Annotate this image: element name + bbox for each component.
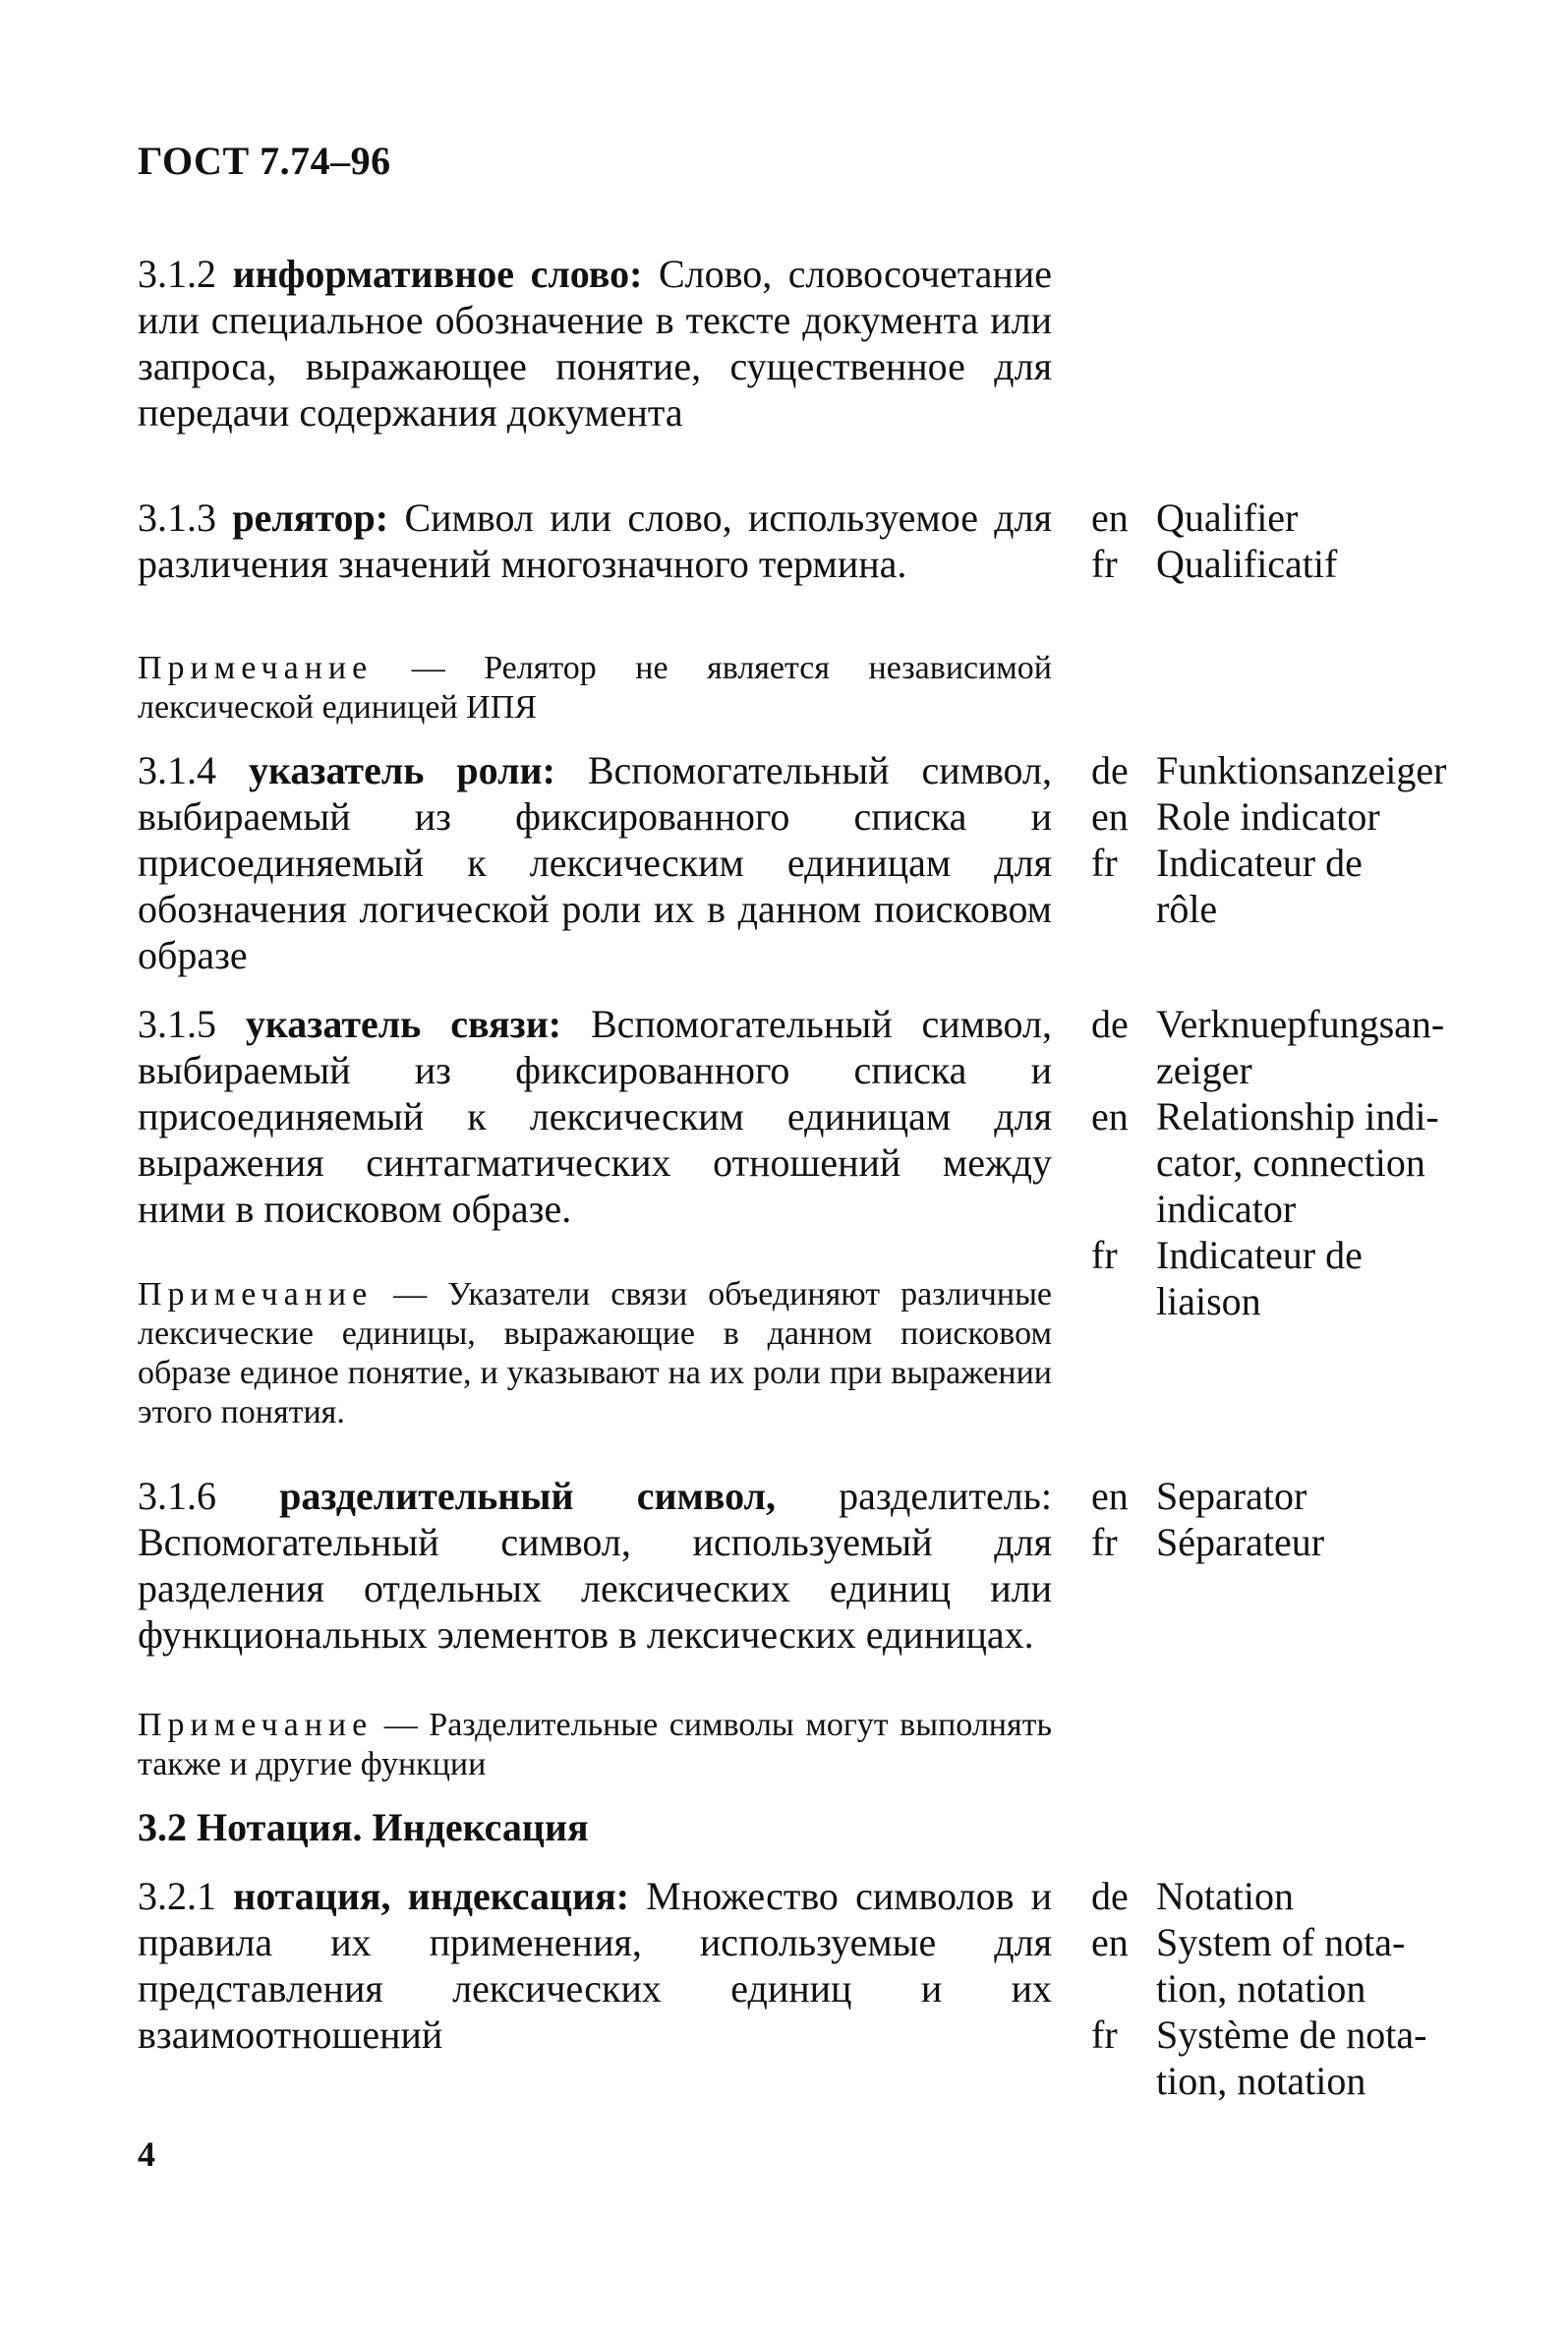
foreign-equivalents: [1091, 747, 1534, 932]
foreign-term: [1091, 1093, 1534, 1139]
entry-definition: Символ или слово, используемое для различения значений многозначного термина.: [138, 496, 1052, 586]
foreign-term: [1091, 1001, 1534, 1047]
foreign-term: [1091, 793, 1534, 840]
note-text: — Релятор не является независимой лексической единицей ИПЯ: [138, 650, 1053, 726]
entry-definition: Множество символов и правила их применения, используемые для представления лексических единиц и их взаимоотношений: [138, 1874, 1053, 2057]
foreign-term-text: Qualifier: [1156, 496, 1299, 540]
language-code: fr: [1091, 542, 1118, 586]
entry-number: 3.1.5: [138, 1002, 216, 1046]
entry-term: указатель связи:: [245, 1002, 562, 1046]
foreign-term: [1091, 1519, 1534, 1565]
entry-number: 3.1.3: [138, 496, 216, 540]
page-number: 4: [138, 2134, 155, 2174]
document-code: ГОСТ 7.74–96: [138, 139, 391, 183]
language-code: en: [1091, 794, 1129, 839]
foreign-term: [1091, 495, 1534, 541]
foreign-equivalents: [1091, 1473, 1534, 1565]
section-title: 3.2 Нотация. Индексация: [138, 1805, 589, 1849]
foreign-term-continuation: indicator: [1156, 1187, 1297, 1231]
entry-term: нотация, индексация:: [233, 1874, 630, 1918]
foreign-term-text: System of nota-: [1156, 1920, 1406, 1964]
note-label: Примечание: [138, 1707, 374, 1743]
foreign-term-text: Indicateur de: [1156, 841, 1363, 885]
note-3-1-3: [138, 649, 1052, 728]
note-text: — Разделительные символы могут выполнять также и другие функции: [138, 1707, 1052, 1782]
entry-term: указатель роли:: [248, 748, 555, 792]
entry-text: [138, 747, 1052, 978]
note-3-1-6: [138, 1706, 1052, 1784]
foreign-term-text: Role indicator: [1156, 794, 1380, 839]
foreign-term-text: Indicateur de: [1156, 1233, 1363, 1277]
entry-definition: Слово, словосочетание или специальное обозначение в тексте документа или запроса, выражающее понятие, существенное для передачи содержания документа: [138, 252, 1052, 435]
entry-text: [138, 1001, 1052, 1232]
foreign-term: [1091, 1919, 1534, 1965]
entry-number: 3.1.4: [138, 748, 216, 792]
entry-definition: Вспомогательный символ, выбираемый из фиксированного списка и присоединяемый к лексическим единицам для выражения синтагматических отношений между ними в поисковом образе.: [138, 1002, 1052, 1231]
language-code: fr: [1091, 1233, 1118, 1277]
entry-term: релятор:: [232, 496, 389, 540]
note-text: — Указатели связи объединяют различные лексические единицы, выражающие в данном поисковом образе единое понятие, и указывают на их роли при выражении этого понятия.: [138, 1276, 1053, 1430]
language-code: fr: [1091, 2013, 1118, 2057]
foreign-term-text: Qualificatif: [1156, 542, 1338, 586]
note-label: Примечание: [138, 1276, 374, 1313]
foreign-term: [1091, 840, 1534, 886]
entry-number: 3.1.6: [138, 1474, 216, 1518]
entry-definition: разделитель: Вспомогательный символ, используемый для разделения отдельных лексических единиц или функциональных элементов в лексических единицах.: [138, 1474, 1053, 1657]
entry-definition: Вспомогательный символ, выбираемый из фиксированного списка и присоединяемый к лексическим единицам для обозначения логической роли их в данном поисковом образе: [138, 748, 1052, 977]
foreign-term: [1091, 1873, 1534, 1919]
foreign-term-text: Relationship indi-: [1156, 1094, 1439, 1138]
note-3-1-5: [138, 1275, 1052, 1432]
foreign-term: [1091, 2012, 1534, 2058]
language-code: en: [1091, 496, 1129, 540]
foreign-term-text: Separator: [1156, 1474, 1307, 1518]
foreign-term-continuation: rôle: [1156, 887, 1218, 931]
entry-term: разделительный символ,: [279, 1474, 776, 1518]
entry-number: 3.2.1: [138, 1874, 216, 1918]
foreign-equivalents: [1091, 495, 1534, 587]
entry-term: информативное слово:: [232, 252, 643, 296]
foreign-term-text: Système de nota-: [1156, 2013, 1427, 2057]
foreign-term-continuation: tion, notation: [1156, 1966, 1366, 2011]
foreign-term-continuation: zeiger: [1156, 1048, 1252, 1092]
language-code: de: [1091, 748, 1129, 792]
foreign-term: [1091, 1232, 1534, 1278]
foreign-term-continuation: cator, connection: [1156, 1140, 1425, 1185]
foreign-equivalents: [1091, 1873, 1534, 2104]
language-code: fr: [1091, 841, 1118, 885]
language-code: fr: [1091, 1520, 1118, 1564]
language-code: en: [1091, 1920, 1129, 1964]
language-code: en: [1091, 1094, 1129, 1138]
foreign-term-text: Verknuepfungsan-: [1156, 1002, 1445, 1046]
entry-text: [138, 1473, 1052, 1658]
language-code: de: [1091, 1002, 1129, 1046]
foreign-equivalents: [1091, 1001, 1534, 1324]
entry-text: [138, 495, 1052, 587]
foreign-term-text: Séparateur: [1156, 1520, 1325, 1564]
foreign-term-text: Funktionsanzeiger: [1156, 748, 1447, 792]
entry-text: [138, 1873, 1052, 2058]
entry-number: 3.1.2: [138, 252, 216, 296]
foreign-term: [1091, 1473, 1534, 1519]
note-label: Примечание: [138, 650, 374, 686]
language-code: en: [1091, 1474, 1129, 1518]
foreign-term: [1091, 747, 1534, 793]
foreign-term-continuation: liaison: [1156, 1279, 1261, 1323]
foreign-term: [1091, 541, 1534, 587]
language-code: de: [1091, 1874, 1129, 1918]
foreign-term-text: Notation: [1156, 1874, 1294, 1918]
entry-text: [138, 251, 1052, 436]
foreign-term-continuation: tion, notation: [1156, 2059, 1366, 2103]
